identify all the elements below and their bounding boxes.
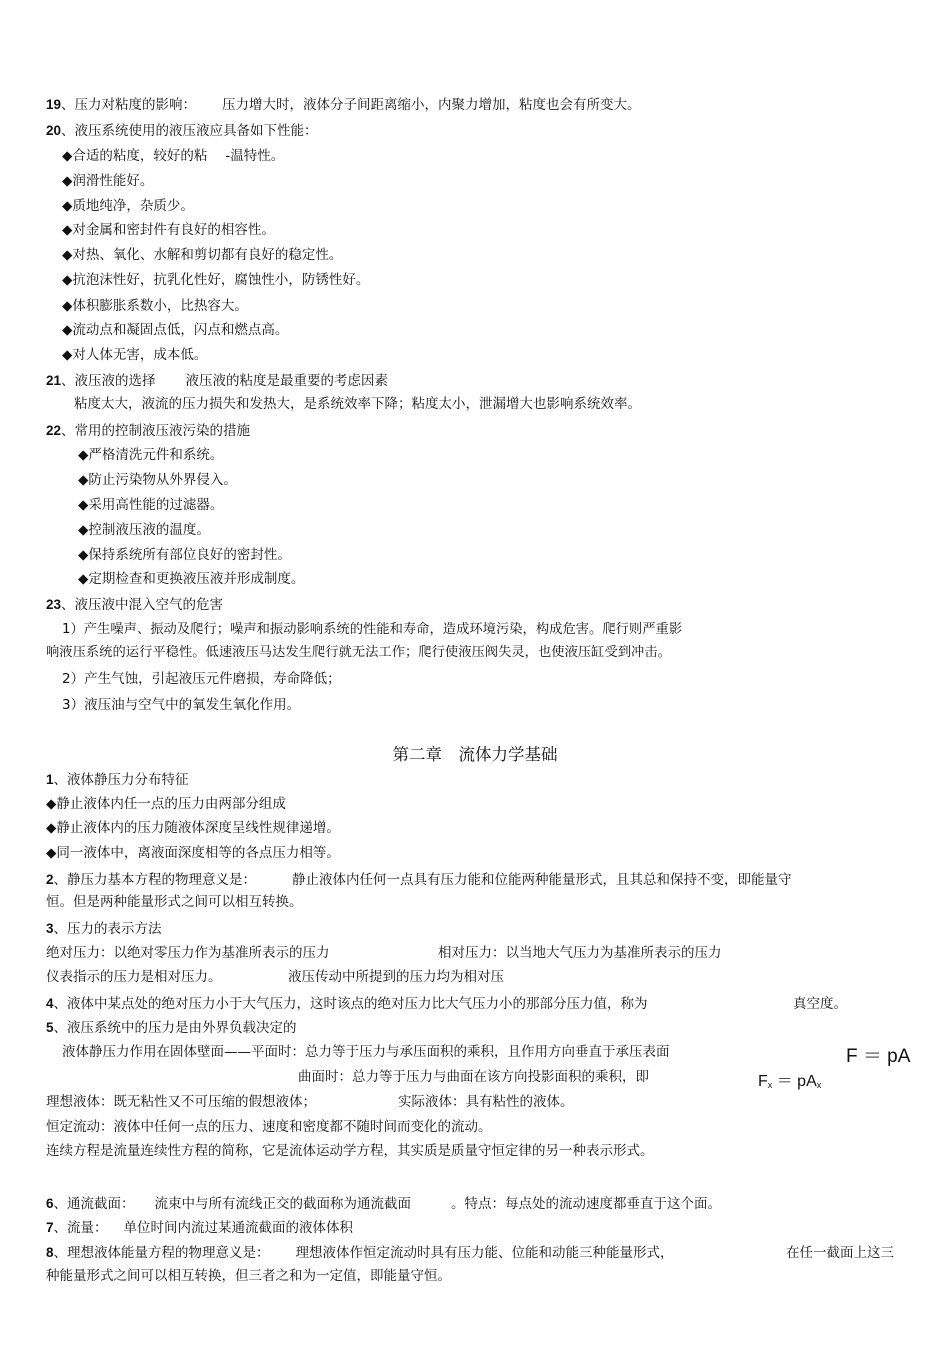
bullet-item: ◆润滑性能好。 — [62, 173, 154, 189]
bullet-item: ◆采用高性能的过滤器。 — [78, 497, 224, 513]
bullet-item: ◆同一液体中，离液面深度相等的各点压力相等。 — [46, 845, 340, 861]
item-number: 4 — [46, 996, 54, 1011]
bullet-item: ◆保持系统所有部位良好的密封性。 — [78, 547, 291, 563]
item-label: 、流量： — [53, 1220, 108, 1236]
bullet-item: ◆定期检查和更换液压液并形成制度。 — [78, 571, 305, 587]
section-2-cont: 恒。但是两种能量形式之间可以相互转换。 — [46, 894, 303, 910]
item-label: 、液压系统使用的液压液应具备如下性能： — [61, 123, 318, 139]
bullet-item: ◆对热、氧化、水解和剪切都有良好的稳定性。 — [62, 247, 343, 263]
bullet-item: ◆质地纯净，杂质少。 — [62, 198, 194, 214]
item-number: 20 — [46, 123, 62, 138]
item-number: 1 — [46, 772, 54, 787]
item-text: 液压液的粘度是最重要的考虑因素 — [185, 373, 389, 389]
ideal-liquid: 理想液体：既无粘性又不可压缩的假想液体； — [46, 1094, 316, 1110]
item-text: 静止液体内任何一点具有压力能和位能两种能量形式，且其总和保持不变，即能量守 — [292, 872, 792, 888]
item-23-line: 响液压系统的运行平稳性。低速液压马达发生爬行就无法工作；爬行使液压阀失灵，也使液压缸受到冲击。 — [46, 645, 671, 660]
section-4 — [46, 995, 648, 1013]
item-21-detail: 粘度太大，液流的压力损失和发热大，是系统效率下降；粘度太小，泄漏增大也影响系统效率。 — [74, 396, 641, 412]
bullet-item: ◆静止液体内的压力随液体深度呈线性规律递增。 — [46, 820, 340, 836]
item-text: 压力增大时，液体分子间距离缩小，内聚力增加，粘度也会有所变大。 — [222, 97, 641, 113]
bullet-item: ◆流动点和凝固点低，闪点和燃点高。 — [62, 322, 289, 338]
vacuum-term: 真空度。 — [793, 996, 847, 1012]
section-6 — [46, 1195, 721, 1213]
item-text: 流束中与所有流线正交的截面称为通流截面 — [154, 1196, 412, 1212]
formula-curved: $F_x = pA_x$ — [758, 1073, 822, 1090]
chapter-title: 第二章 流体力学基础 — [392, 745, 558, 764]
section-1 — [46, 771, 189, 789]
section-8-tail: 在任一截面上这三 — [786, 1245, 894, 1261]
bullet-item: ◆对金属和密封件有良好的相容性。 — [62, 222, 275, 238]
bullet-item: ◆抗泡沫性好，抗乳化性好，腐蚀性小，防锈性好。 — [62, 272, 370, 288]
bullet-item: ◆防止污染物从外界侵入。 — [78, 472, 237, 488]
item-label: 、理想液体能量方程的物理意义是： — [53, 1245, 270, 1261]
absolute-pressure: 绝对压力：以绝对零压力作为基准所表示的压力 — [46, 945, 330, 961]
item-label: 、压力的表示方法 — [53, 921, 162, 937]
item-tail: 。特点：每点处的流动速度都垂直于这个面。 — [451, 1196, 722, 1212]
item-number: 5 — [46, 1020, 54, 1035]
hydraulic-pressure: 液压传动中所提到的压力均为相对压 — [288, 969, 504, 985]
item-label: 、液压液的选择 — [61, 373, 156, 389]
curved-surface: 曲面时：总力等于压力与曲面在该方向投影面积的乘积，即 — [298, 1069, 649, 1085]
item-22 — [46, 422, 250, 440]
item-number: 22 — [46, 423, 62, 438]
item-number: 21 — [46, 373, 62, 388]
section-7 — [46, 1219, 353, 1237]
continuity-equation: 连续方程是流量连续性方程的简称，它是流体运动学方程，其实质是质量守恒定律的另一种表示形式。 — [46, 1143, 654, 1159]
item-label: 、液压液中混入空气的危害 — [61, 597, 224, 613]
formula-flat: F ＝ pA — [846, 1046, 911, 1067]
bullet-item: ◆合适的粘度，较好的粘 -温特性。 — [62, 148, 285, 164]
item-text: 理想液体作恒定流动时具有压力能、位能和动能三种能量形式， — [295, 1245, 674, 1261]
item-number: 7 — [46, 1220, 54, 1235]
item-number: 6 — [46, 1196, 54, 1211]
steady-flow: 恒定流动：液体中任何一点的压力、速度和密度都不随时间而变化的流动。 — [46, 1119, 492, 1135]
item-text: 单位时间内流过某通流截面的液体体积 — [123, 1220, 354, 1236]
item-label: 、静压力基本方程的物理意义是： — [53, 872, 257, 888]
item-label: 、液体静压力分布特征 — [53, 772, 189, 788]
section-5 — [46, 1019, 297, 1037]
bullet-item: ◆静止液体内任一点的压力由两部分组成 — [46, 796, 286, 812]
item-23-line: 2）产生气蚀，引起液压元件磨损，寿命降低； — [62, 671, 341, 687]
item-text: 、液体中某点处的绝对压力小于大气压力，这时该点的绝对压力比大气压力小的那部分压力值，称为 — [53, 996, 648, 1012]
bullet-item: ◆严格清洗元件和系统。 — [78, 447, 224, 463]
bullet-item: ◆对人体无害，成本低。 — [62, 347, 208, 363]
item-label: 、液压系统中的压力是由外界负载决定的 — [53, 1020, 297, 1036]
item-label: 、通流截面： — [53, 1196, 135, 1212]
flat-surface: 液体静压力作用在固体壁面——平面时：总力等于压力与承压面积的乘积，且作用方向垂直于承压表面 — [62, 1044, 670, 1060]
item-20 — [46, 122, 318, 140]
item-number: 2 — [46, 872, 54, 887]
item-label: 、常用的控制液压液污染的措施 — [61, 423, 251, 439]
item-23-line: 3）液压油与空气中的氧发生氧化作用。 — [62, 697, 301, 713]
bullet-item: ◆体积膨胀系数小，比热容大。 — [62, 298, 248, 314]
item-number: 23 — [46, 597, 62, 612]
section-3 — [46, 920, 162, 938]
item-number: 3 — [46, 921, 54, 936]
gauge-pressure: 仪表指示的压力是相对压力。 — [46, 969, 222, 985]
section-2 — [46, 871, 792, 889]
item-number: 19 — [46, 97, 62, 112]
section-8-cont: 种能量形式之间可以相互转换，但三者之和为一定值，即能量守恒。 — [46, 1268, 451, 1284]
item-23 — [46, 596, 223, 614]
item-19 — [46, 96, 641, 114]
item-23-line: 1）产生噪声、振动及爬行；噪声和振动影响系统的性能和寿命，造成环境污染，构成危害。爬行则严重影 — [62, 622, 683, 637]
relative-pressure: 相对压力：以当地大气压力为基准所表示的压力 — [438, 945, 722, 961]
item-number: 8 — [46, 1245, 54, 1260]
real-liquid: 实际液体：具有粘性的液体。 — [398, 1094, 574, 1110]
bullet-item: ◆控制液压液的温度。 — [78, 522, 210, 538]
item-21 — [46, 372, 388, 390]
item-label: 、压力对粘度的影响： — [61, 97, 197, 113]
section-8 — [46, 1244, 674, 1262]
